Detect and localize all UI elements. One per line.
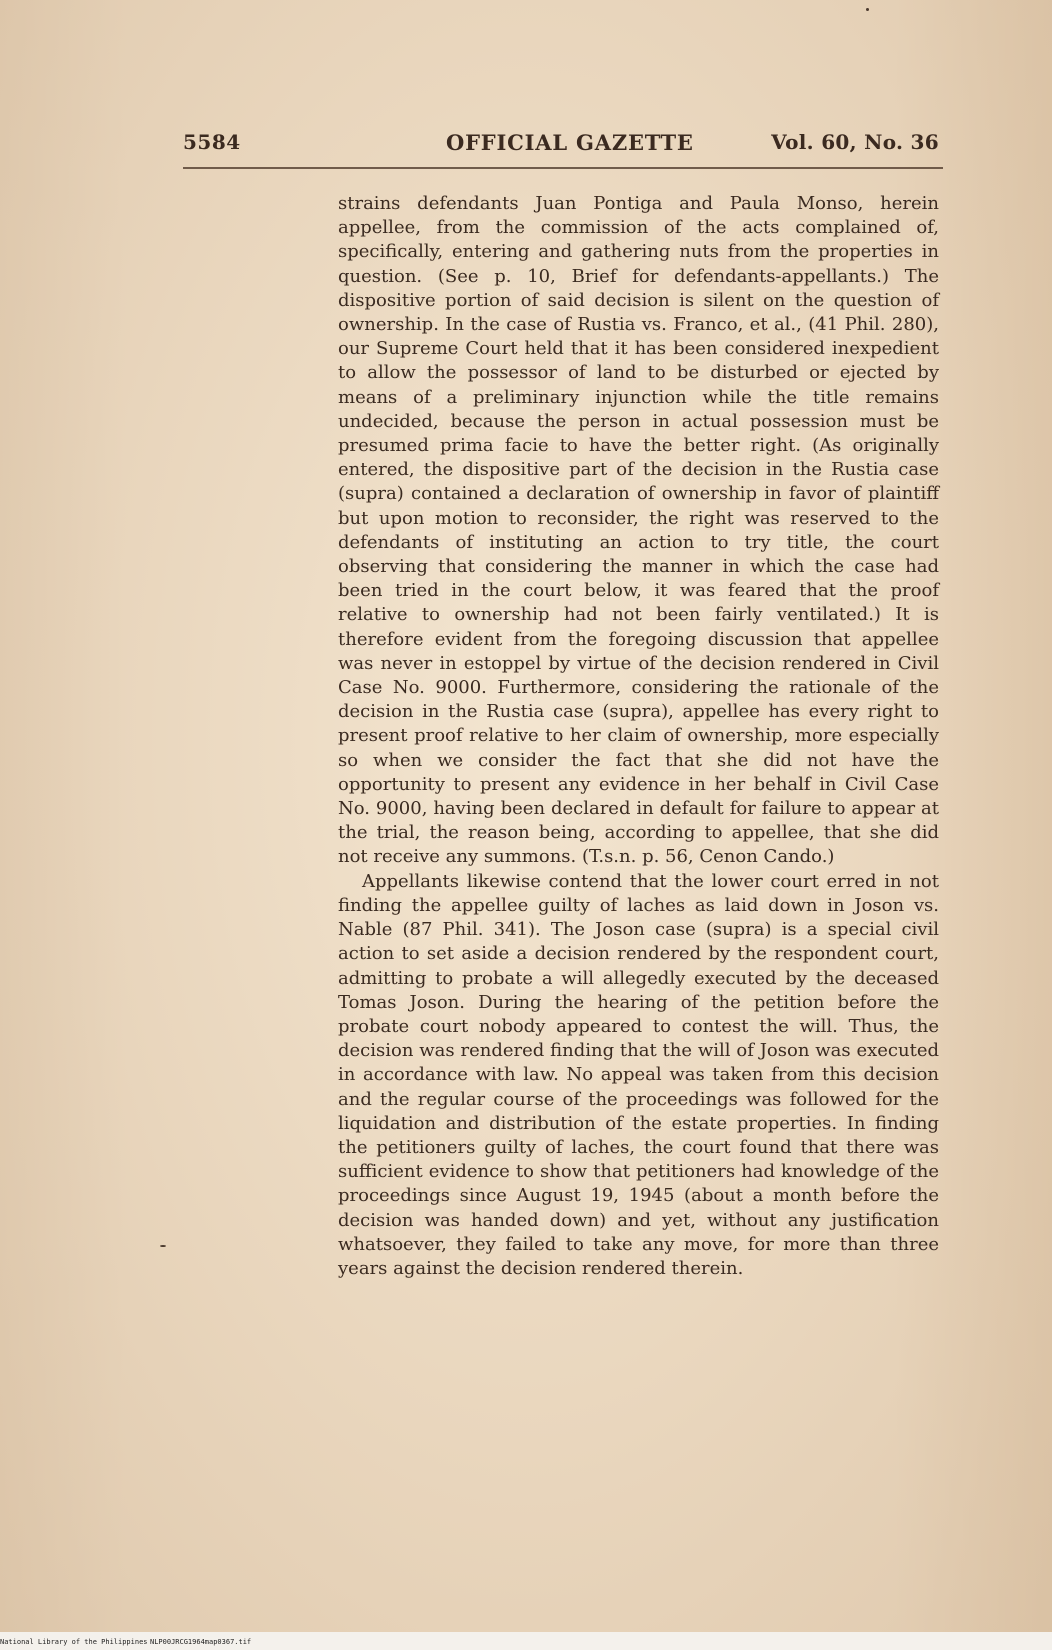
header-divider (183, 167, 943, 169)
paragraph-laches: Appellants likewise contend that the lower court erred in not finding the appellee guilty of laches as laid down in Joson vs. Nable (87 Phil. 341). The Joson case (supra) is a special civil action to set aside a decision rendered by the respondent court, admitting to probate a will allegedly executed by the deceased Tomas Joson. During the hearing of the petition before the probate court nobody appeared to contest the will. Thus, the decision was rendered finding that the will of Joson was executed in accordance with law. No appeal was taken from this decision and the regular course of the proceedings was followed for the liquidation and distribution of the estate properties. In finding the petitioners guilty of laches, the court found that there was sufficient evidence to show that petitioners had knowledge of the proceedings since August 19, 1945 (about a month before the decision was handed down) and yet, without any justification whatsoever, they failed to take any move, for more than three years against the decision rendered therein. (338, 870, 939, 1279)
paragraph-continuation: strains defendants Juan Pontiga and Paula Monso, herein appellee, from the commission of the acts complained of, specifically, entering and gathering nuts from the properties in question. (See p. 10, Brief for defendants-appellants.) The dispositive portion of said decision is silent on the question of ownership. In the case of Rustia vs. Franco, et al., (41 Phil. 280), our Supreme Court held that it has been considered inexpedient to allow the possessor of land to be disturbed or ejected by means of a preliminary injunction while the title remains undecided, because the person in actual possession must be presumed prima facie to have the better right. (As originally entered, the dispositive part of the decision in the Rustia case (supra) contained a declaration of ownership in favor of plaintiff but upon motion to reconsider, the right was reserved to the defendants of instituting an action to try title, the court observing that considering the manner in which the case had been tried in the court below, it was feared that the proof relative to ownership had not been fairly ventilated.) It is therefore evident from the foregoing discussion that appellee was never in estoppel by virtue of the decision rendered in Civil Case No. 9000. Furthermore, considering the rationale of the decision in the Rustia case (supra), appellee has every right to present proof relative to her claim of ownership, more especially so when we consider the fact that she did not have the opportunity to present any evidence in her behalf in Civil Case No. 9000, having been declared in default for failure to appear at the trial, the reason being, according to appellee, that she did not receive any summons. (T.s.n. p. 56, Cenon Cando.) (338, 193, 939, 868)
paper-speck (866, 8, 869, 11)
page-header (183, 130, 939, 166)
footer-file-id: NLP00JRCG1964map0367.tif (150, 1638, 252, 1646)
journal-title: OFFICIAL GAZETTE (446, 130, 694, 155)
footer-source: National Library of the Philippines (0, 1638, 148, 1646)
volume-info: Vol. 60, No. 36 (771, 130, 939, 154)
paper-speck (160, 1245, 166, 1247)
scan-footer (0, 1632, 1052, 1650)
article-body (338, 192, 939, 1281)
page-number: 5584 (183, 130, 241, 154)
